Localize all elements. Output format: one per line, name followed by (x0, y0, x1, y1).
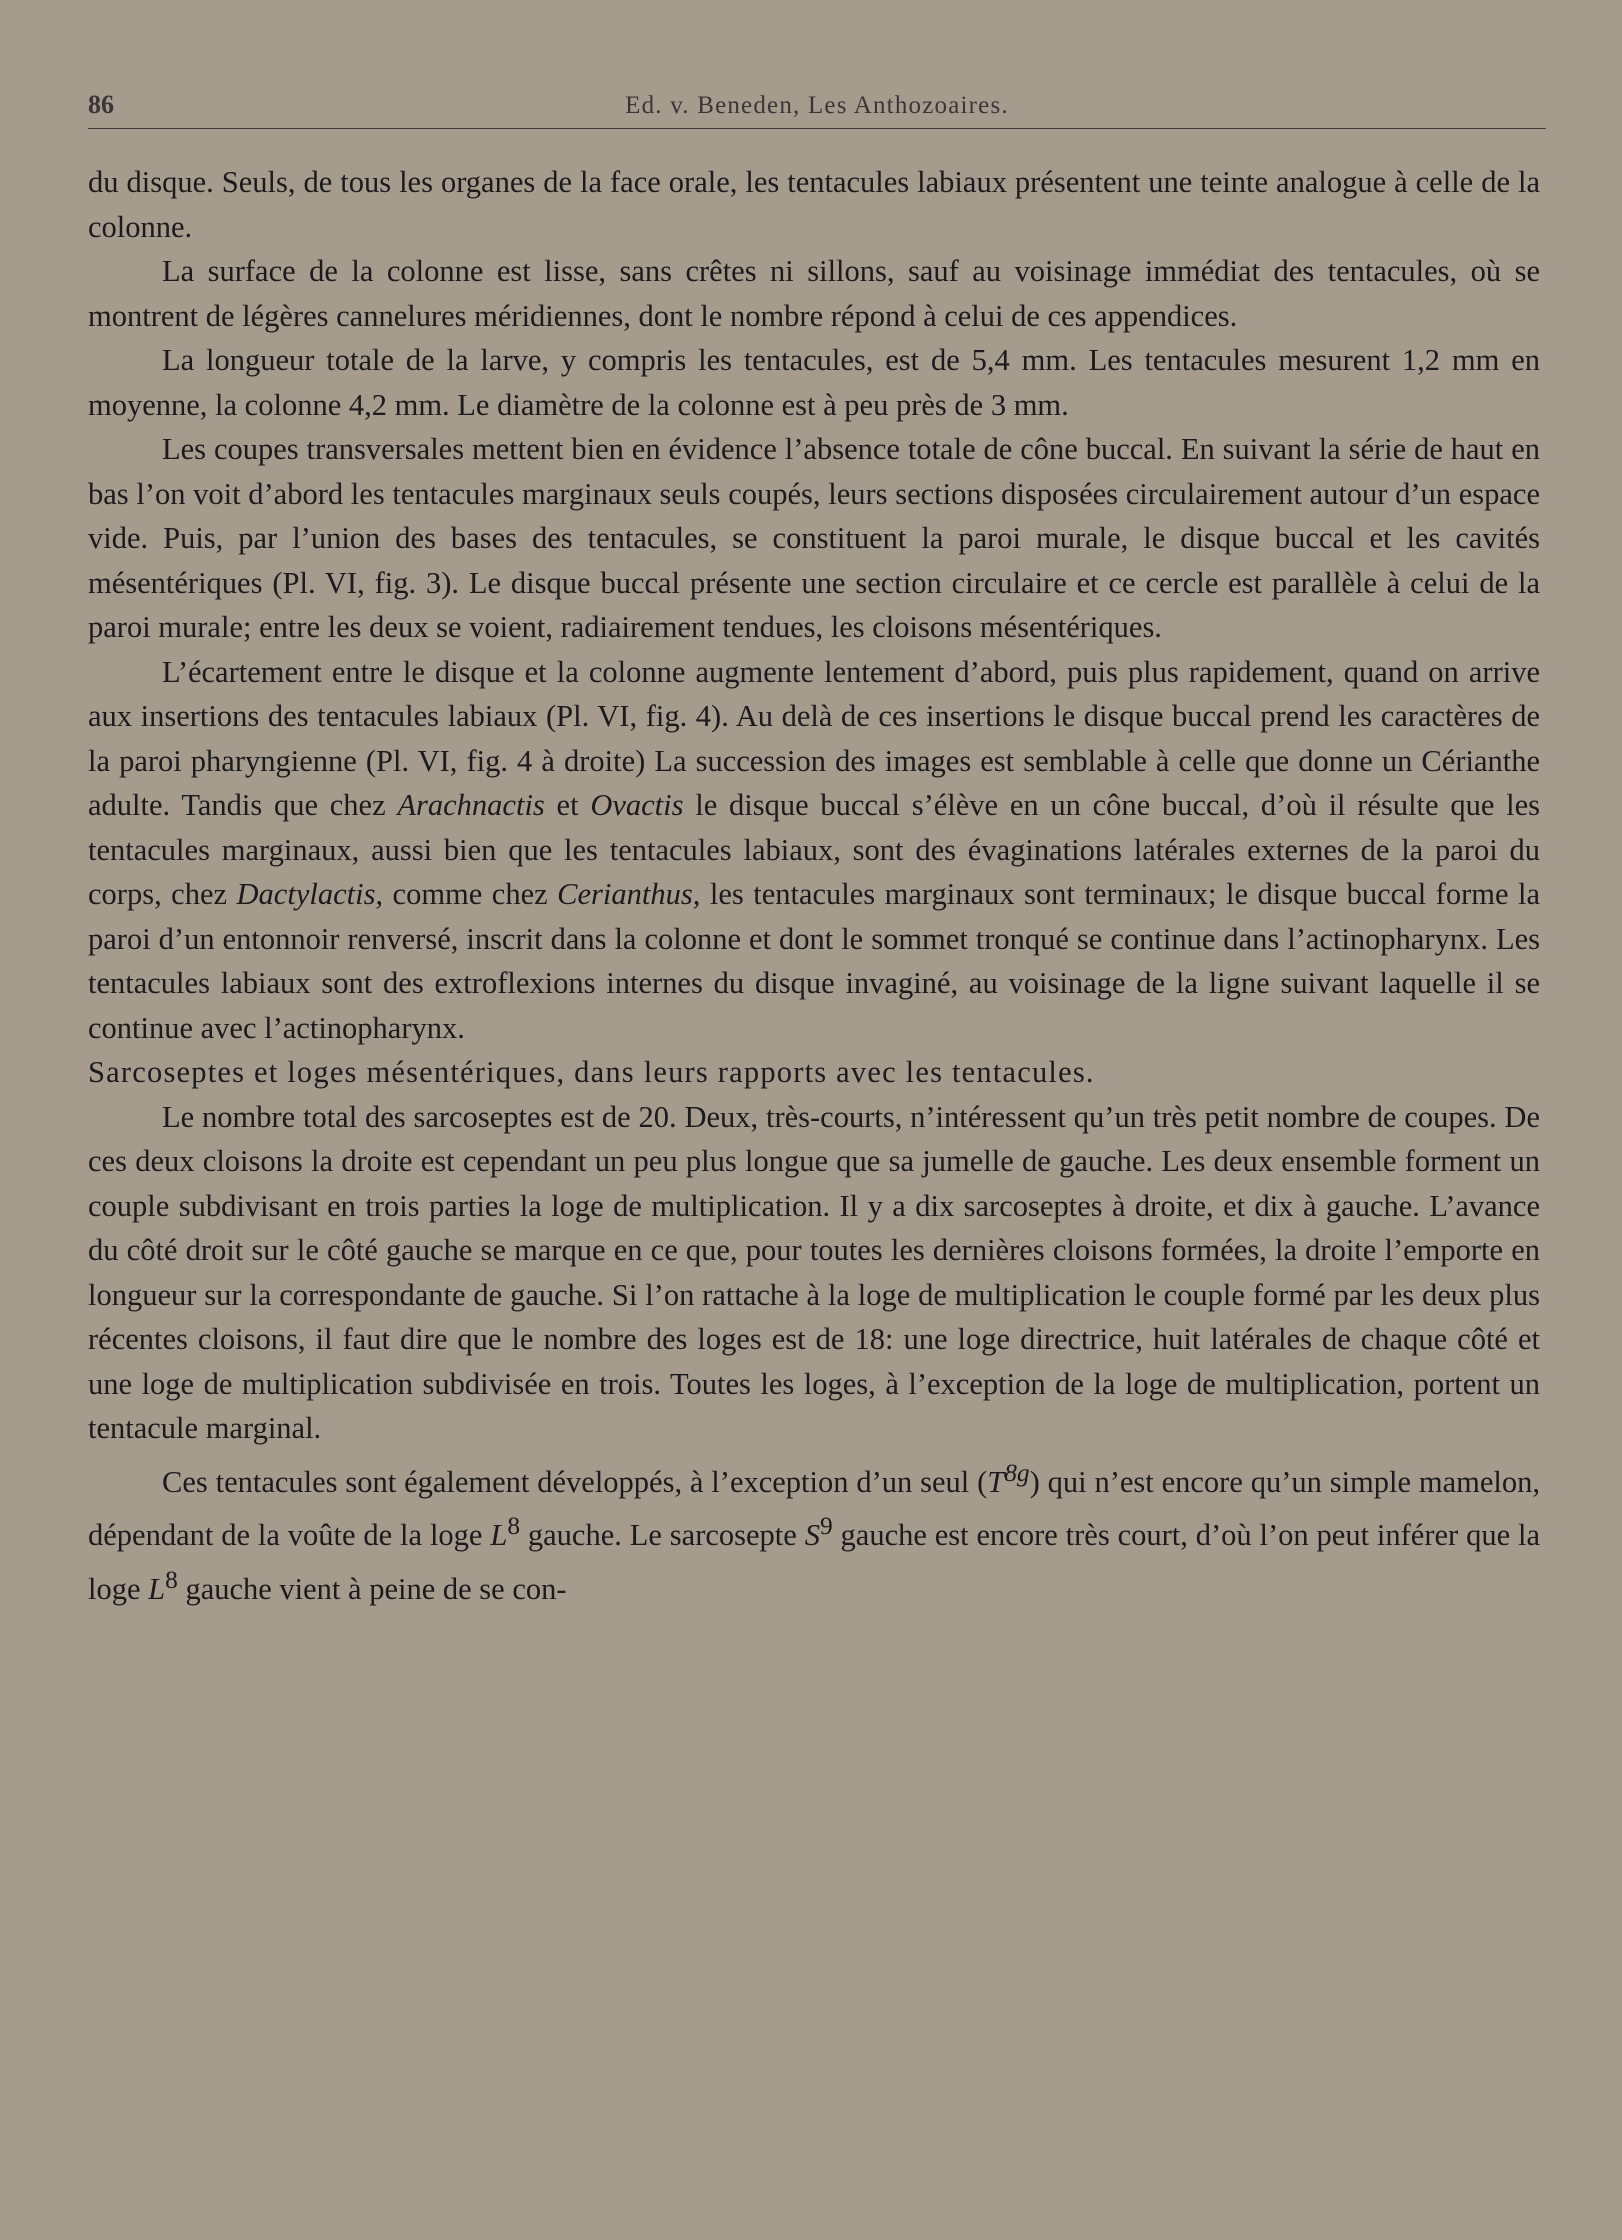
page-number: 86 (88, 90, 114, 119)
p5-text-c: le disque buccal s’élève en un cône buccal, d’où il résulte que les tentacules marginaux, aussi bien que les tentacules labiaux, sont des évaginations latérales externes de la paroi du corps, chez (88, 788, 1540, 911)
genus-cerianthus: Cerianthus, (557, 877, 701, 911)
running-head-title: Ed. v. Beneden, Les Anthozoaires. (625, 92, 1009, 119)
paragraph-3: La longueur totale de la larve, y compris les tentacules, est de 5,4 mm. Les tentacules mesurent 1,2 mm en moyenne, la colonne 4,2 mm. Le diamètre de la colonne est à peu près de 3 mm. (88, 343, 1540, 422)
p7-text-d: gauche est encore très court, d’où l’on peut inférer que la loge (88, 1518, 1540, 1606)
p5-text-a: L’écartement entre le disque et la colonne augmente lentement d’abord, puis plus rapidement, quand on arrive aux insertions des tentacules labiaux (Pl. VI, fig. 4). Au delà de ces insertions le disque buccal prend les caractères de la paroi pharyngienne (Pl. VI, fig. 4 à droite) La succession des images est semblable à celle que donne un Cérianthe adulte. Tandis que chez (88, 654, 1540, 822)
genus-ovactis: Ovactis (590, 788, 684, 822)
symbol-l-1: L (490, 1518, 508, 1553)
running-header (88, 88, 1546, 129)
p5-text-d: comme chez (383, 877, 558, 911)
p7-text-a: Ces tentacules sont également développés, à l’exception d’un seul ( (162, 1464, 988, 1499)
p5-text-b: et (544, 788, 591, 822)
paragraph-7 (88, 1451, 1540, 1612)
symbol-t: T (987, 1464, 1005, 1499)
p7-text-b: ) qui n’est encore qu’un simple mamelon, dépendant de la voûte de la loge (88, 1464, 1541, 1553)
symbol-s: S (804, 1518, 820, 1553)
p7-text-e: gauche vient à peine de se con- (177, 1571, 567, 1606)
symbol-l-1-superscript: 8 (507, 1512, 521, 1541)
symbol-l-2: L (148, 1571, 166, 1606)
paragraph-6: Le nombre total des sarcoseptes est de 20. Deux, très-courts, n’intéressent qu’un très petit nombre de coupes. De ces deux cloisons la droite est cependant un peu plus longue que sa jumelle de gauche. Les deux ensemble forment un couple subdivisant en trois parties la loge de multiplication. Il y a dix sarcoseptes à droite, et dix à gauche. L’avance du côté droit sur le côté gauche se marque en ce que, pour toutes les dernières cloisons formées, la droite l’emporte en longueur sur la correspondante de gauche. Si l’on rattache à la loge de multiplication le couple formé par les deux plus récentes cloisons, il faut dire que le nombre des loges est de 18: une loge directrice, huit latérales de chaque côté et une loge de multiplication subdivisée en trois. Toutes les loges, à l’exception de la loge de multiplication, portent un tentacule marginal. (88, 1099, 1540, 1445)
p7-text-c: gauche. Le sarcosepte (520, 1518, 805, 1553)
paragraph-2: La surface de la colonne est lisse, sans crêtes ni sillons, sauf au voisinage immédiat des tentacules, où se montrent de légères cannelures méridiennes, dont le nombre répond à celui de ces appendices. (88, 254, 1540, 333)
p5-text-e: les tentacules marginaux sont terminaux; le disque buccal forme la paroi d’un entonnoir renversé, inscrit dans la colonne et dont le sommet tronqué se continue dans l’actinopharynx. Les tentacules labiaux sont des extroflexions internes du disque invaginé, au voisinage de la ligne suivant laquelle il se continue avec l’actinopharynx. (88, 877, 1540, 1045)
symbol-t-superscript: 8g (1004, 1458, 1030, 1487)
paragraph-4: Les coupes transversales mettent bien en évidence l’absence totale de cône buccal. En suivant la série de haut en bas l’on voit d’abord les tentacules marginaux seuls coupés, leurs sections disposées circulairement autour d’un espace vide. Puis, par l’union des bases des tentacules, se constituent la paroi murale, le disque buccal et les cavités mésentériques (Pl. VI, fig. 3). Le disque buccal présente une section circulaire et ce cercle est parallèle à celui de la paroi murale; entre les deux se voient, radiairement tendues, les cloisons mésentériques. (88, 432, 1540, 644)
genus-arachnactis: Arachnactis (397, 788, 545, 822)
symbol-s-superscript: 9 (819, 1512, 833, 1541)
section-heading: Sarcoseptes et loges mésentériques, dans leurs rapports avec les tentacules. (88, 1055, 1095, 1089)
symbol-l-2-superscript: 8 (165, 1565, 178, 1594)
paragraph-1: du disque. Seuls, de tous les organes de la face orale, les tentacules labiaux présentent une teinte analogue à celle de la colonne. (88, 165, 1540, 244)
body-text (88, 160, 1540, 1611)
paragraph-5 (88, 650, 1540, 1051)
genus-dactylactis: Dactylactis, (236, 877, 384, 911)
